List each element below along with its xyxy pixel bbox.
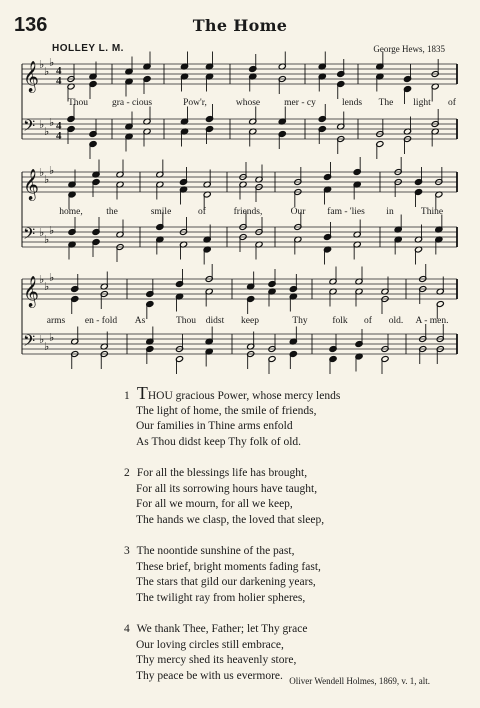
- lyric-syllable: old.: [388, 316, 404, 326]
- flat-sign-icon: ♭: [39, 226, 45, 239]
- flat-sign-icon: ♭: [39, 118, 45, 131]
- flat-sign-icon: ♭: [49, 56, 55, 69]
- lyric-syllable: arms: [46, 316, 66, 326]
- flat-sign-icon: ♭: [39, 58, 45, 71]
- lyric-syllable: keep: [241, 316, 259, 326]
- lyric-syllable: whose: [235, 98, 261, 108]
- lyric-syllable: didst: [205, 316, 225, 326]
- flat-sign-icon: ♭: [49, 331, 55, 344]
- flat-sign-icon: ♭: [39, 166, 45, 179]
- treble-clef-icon: 𝄞: [23, 61, 39, 92]
- flat-sign-icon: ♭: [44, 125, 50, 138]
- lyric-syllable: gra - cious: [111, 98, 153, 108]
- verse-line: HOU gracious Power, whose mercy lends: [147, 390, 341, 402]
- lyric-syllable: As: [134, 316, 146, 326]
- verse-line: For all its sorrowing hours have taught,: [136, 482, 318, 495]
- treble-clef-icon: 𝄞: [23, 276, 39, 307]
- lyric-syllable: A - men.: [415, 316, 449, 326]
- flat-sign-icon: ♭: [49, 224, 55, 237]
- stanza-3: [124, 544, 340, 606]
- lyric-syllable: Our: [290, 207, 306, 217]
- lyric-syllable: smile: [150, 207, 172, 217]
- flat-sign-icon: ♭: [39, 273, 45, 286]
- verse-line: For all we mourn, for all we keep,: [136, 498, 293, 510]
- lyric-syllable: home,: [59, 207, 83, 217]
- flat-sign-icon: ♭: [39, 333, 45, 346]
- verse-line: The noontide sunshine of the past,: [136, 545, 295, 557]
- verse-line: We thank Thee, Father; let Thy grace: [136, 623, 308, 635]
- flat-sign-icon: ♭: [49, 164, 55, 177]
- lyric-syllable: en - fold: [84, 316, 118, 326]
- verse-number: 1: [124, 390, 130, 402]
- lyric-syllable: Thine: [420, 207, 444, 217]
- verse-line: The twilight ray from holier spheres,: [136, 591, 306, 604]
- time-signature-bottom: 4: [56, 130, 62, 142]
- lyric-syllable: Thou: [67, 98, 89, 108]
- verse-number: 2: [124, 467, 130, 479]
- lyric-syllable: of: [364, 316, 372, 326]
- lyric-syllable: fam - 'lies: [327, 207, 365, 217]
- stanza-2: [124, 466, 340, 528]
- verse-line: The light of home, the smile of friends,: [136, 404, 317, 417]
- lyric-syllable: lends: [341, 98, 363, 108]
- flat-sign-icon: ♭: [44, 65, 50, 78]
- time-signature-bottom: 4: [56, 75, 62, 87]
- verse-line: For all the blessings life has brought,: [136, 467, 308, 479]
- verse-line: The stars that gild our darkening years,: [136, 576, 316, 588]
- verse-line: As Thou didst keep Thy folk of old.: [136, 435, 302, 448]
- lyric-syllable: the: [106, 207, 118, 217]
- flat-sign-icon: ♭: [44, 173, 50, 186]
- treble-clef-icon: 𝄞: [23, 169, 39, 200]
- hymn-number: 136: [14, 14, 48, 36]
- tune-name: HOLLEY L. M.: [52, 43, 124, 54]
- flat-sign-icon: ♭: [44, 233, 50, 246]
- stanza-4: [124, 622, 340, 684]
- verse-line: The hands we clasp, the loved that sleep,: [136, 513, 325, 526]
- text-attribution: Oliver Wendell Holmes, 1869, v. 1, alt.: [289, 676, 430, 686]
- lyric-syllable: friends,: [233, 207, 263, 217]
- verse-line: Our families in Thine arms enfold: [136, 420, 293, 432]
- bass-clef-icon: 𝄢: [23, 225, 36, 247]
- flat-sign-icon: ♭: [44, 280, 50, 293]
- page-title: The Home: [192, 16, 288, 35]
- flat-sign-icon: ♭: [49, 116, 55, 129]
- time-signature-top: 4: [56, 65, 62, 77]
- verse-number: 3: [124, 545, 130, 557]
- bass-clef-icon: 𝄢: [23, 332, 36, 354]
- lyric-syllable: Thy: [292, 316, 308, 326]
- verse-line: Thy mercy shed its heavenly store,: [136, 654, 297, 666]
- lyric-syllable: mer - cy: [284, 98, 316, 108]
- flat-sign-icon: ♭: [49, 271, 55, 284]
- bass-clef-icon: 𝄢: [23, 117, 36, 139]
- lyric-syllable: Pow'r,: [183, 98, 207, 108]
- stanza-1: [124, 383, 341, 450]
- verse-line: These brief, bright moments fading fast,: [136, 560, 321, 573]
- verse-line: Our loving circles still embrace,: [136, 638, 284, 651]
- lyric-syllable: of: [448, 98, 456, 108]
- lyric-syllable: light: [413, 98, 431, 108]
- lyric-syllable: folk: [332, 316, 348, 326]
- verse-number: 4: [124, 623, 130, 635]
- verse-line: Thy peace be with us evermore.: [136, 669, 283, 682]
- lyric-syllable: of: [198, 207, 206, 217]
- composer-credit: George Hews, 1835: [373, 44, 445, 54]
- drop-cap: T: [136, 383, 148, 403]
- lyric-syllable: Thou: [175, 316, 197, 326]
- lyric-syllable: The: [378, 98, 394, 108]
- verses: [124, 383, 341, 700]
- flat-sign-icon: ♭: [44, 340, 50, 353]
- lyric-syllable: in: [386, 207, 394, 217]
- time-signature-top: 4: [56, 120, 62, 132]
